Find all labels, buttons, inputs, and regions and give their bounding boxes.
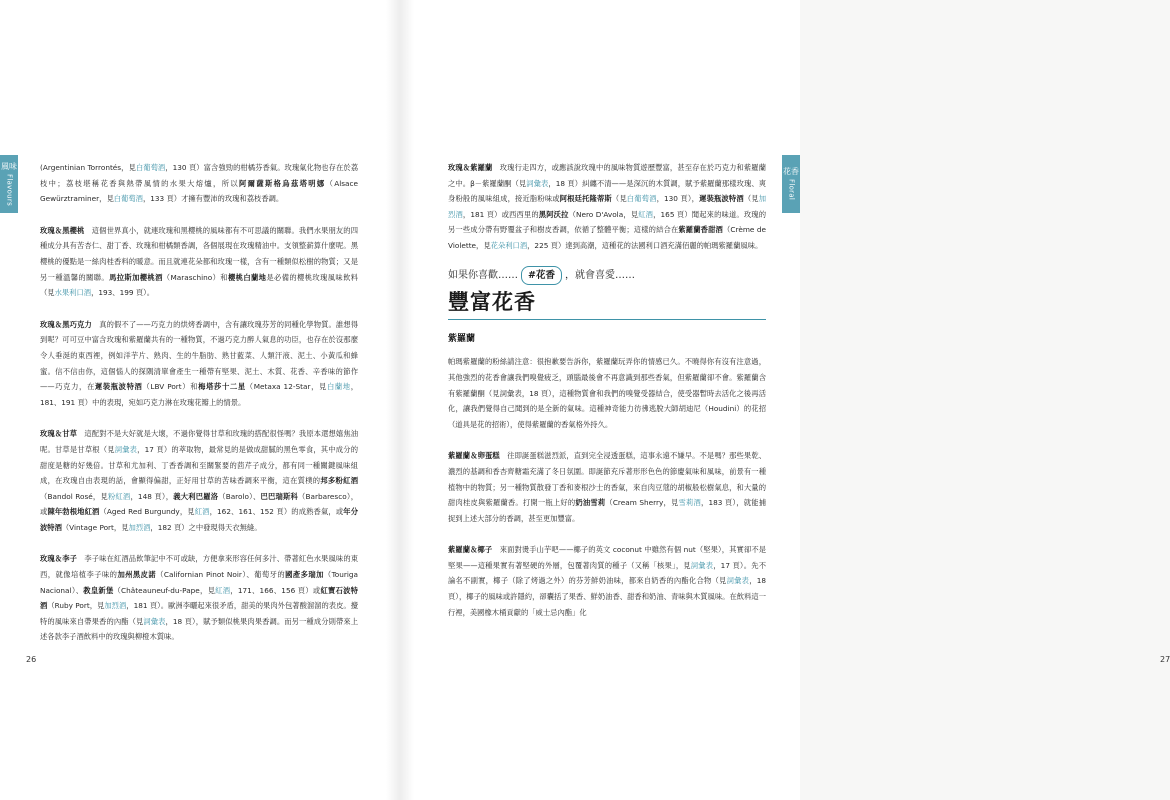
text-run: ，130 頁）富含強勁的柑橘芬香氣。玫瑰氣化物也存在於荔枝中；荔枝堪稱花香與熱帶風情的水果大熔爐，所以: [40, 163, 359, 188]
text-run: （Ruby Port，見: [47, 601, 105, 611]
bold-term: 梅塔莎十二星: [198, 382, 246, 392]
text-run: ，193、199 頁）。: [91, 288, 155, 298]
bold-term: 紫羅蘭＆椰子: [448, 545, 493, 555]
text-run: ，17 頁）的萃取物，最常見的是做成甜膩的黑色零食，其中成分的甜度是糖的好幾倍。甘草和尤加利、丁香香調和至關緊要的茴芹子成分，都有同一種關鍵風味組成，在玫瑰自由表現的話，會顯得偏甜，正好用甘草的苦味香調來平衡，這在質樸的: [40, 444, 359, 486]
text-run: 來面對燙手山芋吧——椰子的英文 coconut 中雖然有個 nut（堅果），其實卻不是堅果——這種果實有著堅硬的外層，包覆著肉質的種子（又稱「核果」，見: [448, 545, 766, 570]
text-run: ，181 頁）。歐洲李曬起來很矛盾，甜美的果肉外包著酸溜溜的表皮。攪特的風味來自帶果香的內酯（見: [40, 601, 358, 626]
bold-term: 遲裝瓶波特酒: [699, 194, 744, 204]
cross-reference-link[interactable]: 粉紅酒: [107, 491, 131, 501]
text-run: （Châteauneuf-du-Pape，見: [113, 585, 216, 595]
cross-reference-link[interactable]: 雪莉酒: [678, 498, 701, 508]
text-run: ，133 頁）才擁有豐沛的玫瑰和荔枝香調。: [142, 194, 284, 204]
cross-reference-link[interactable]: 詞彙表: [143, 616, 166, 626]
text-run: （見: [743, 194, 759, 204]
text-run: ，17 頁）。先不論名不副實，椰子（除了烤過之外）的芬芳鮮奶油味，都來自奶香的內酯化合物（見: [448, 560, 766, 586]
section-tab-zh: 花香: [783, 167, 799, 177]
bold-term: 加州黑皮諾: [117, 570, 157, 580]
bold-term: 紅寶石波特酒: [40, 585, 358, 611]
cross-reference-link[interactable]: 加烈酒: [448, 194, 767, 219]
bold-term: 教皇新堡: [83, 585, 114, 595]
text-run: （Touriga Nacional）、: [40, 570, 359, 595]
cross-reference-link[interactable]: 詞彙表: [690, 560, 714, 570]
text-run: （LBV Port）和: [142, 382, 199, 392]
cross-reference-link[interactable]: 加烈酒: [128, 522, 151, 532]
prompt-after: ，就會喜愛……: [564, 269, 635, 281]
bold-term: 奶油雪莉: [575, 498, 606, 508]
text-run: （Alsace Gewürztraminer，見: [40, 178, 359, 204]
text-run: （Bandol Rosé，見: [40, 491, 108, 501]
bold-term: 國產多瑞加: [285, 570, 324, 580]
text-run: ，181、191 頁）中的表現，宛如巧克力淋在玫瑰花瓣上的情景。: [40, 382, 359, 407]
bold-term: 阿根廷托隆蒂斯: [559, 194, 612, 204]
left-page: [0, 0, 400, 800]
text-run: ，18 頁），椰子的風味或許隱約，卻囊括了果香、鮮奶油香、甜香和奶油、青味與木質風味。在飲料這一行裡，美國橡木桶貢獻的「威士忌內酯」化: [448, 576, 767, 617]
right-page: [400, 0, 1170, 800]
cross-reference-link[interactable]: 白蘭地: [326, 382, 351, 392]
text-run: （Metaxa 12-Star，見: [245, 382, 327, 392]
text-run: ，165 頁）聞起來的味道。玫瑰的另一些成分帶有野覆盆子和樹皮香調，依循了整體平衡；這樣的結合在: [448, 209, 767, 235]
text-run: 往即誕蛋糕滋烈派，直到完全浸透蛋糕，這事永遠不嫌早。不是嗎？那些果乾、濃烈的基調和香杏齊糖霜充滿了冬日氛圍。即誕節充斥著形形色色的節慶氣味和風味，前景有一種植物中的物質；另一種物質散發丁香和麥根沙士的香氣，來自肉豆蔻的胡椒般松樹氣息，和大量的甜肉桂皮與紫羅蘭香。打開一瓶上好的: [448, 451, 767, 508]
cross-reference-link[interactable]: 詞彙表: [726, 576, 750, 586]
text-run: (Argentinian Torrontés，見: [40, 163, 136, 172]
text-run: ，225 頁）達到高潮，這種花的法國利口酒充滿佰麗的帕瑪紫羅蘭風味。: [527, 240, 763, 250]
intro-paragraph: [40, 160, 358, 207]
text-run: ，183 頁），就能捕捉到上述大部分的香調，甚至更加豐富。: [448, 498, 767, 523]
text-run: （Vintage Port，見: [61, 522, 129, 532]
text-run: ，18 頁），賦予類似桃果肉果香調。而另一種成分則帶來上述各款李子酒飲料中的玫瑰與柳橙木質味。: [40, 616, 359, 642]
bold-term: 玫瑰＆紫羅蘭: [448, 163, 493, 172]
section-heading: 豐富花香: [448, 295, 766, 320]
section-tab-zh: 風味: [1, 161, 17, 171]
text-run: 真的假不了——巧克力的烘烤香調中，含有讓玫瑰芬芳的同種化學物質。誰想得到呢？可可豆中富含玫瑰和紫羅蘭共有的一種物質，不過巧克力醉人氣息的功臣，也存在於沒那麼令人垂涎的東西裡，例如洋芋片、熟肉、生的牛脂肪、熟甘藍菜、人類汗液、泥土、小黃瓜和蜂蜜。信不信由你，這個惱人的探隅清單會產生一種帶有堅果、泥土、木質、花香、辛香味的節作——巧克力，在: [40, 319, 359, 392]
text-run: （Maraschino）和: [162, 272, 228, 282]
cross-reference-link[interactable]: 詞彙表: [114, 444, 138, 454]
cross-reference-link[interactable]: 水果利口酒: [54, 288, 92, 298]
text-run: 玫瑰行走四方，或應該說玫瑰中的風味物質遊歷豐富，甚至存在於巧克力和紫羅蘭之中。β－紫羅蘭酮（見: [448, 163, 767, 188]
bold-term: 義大利巴羅洛: [173, 491, 219, 501]
cross-reference-link[interactable]: 花朵利口酒: [490, 240, 528, 250]
bold-term: 邦多粉紅酒: [320, 476, 358, 486]
bold-term: 馬拉斯加櫻桃酒: [109, 272, 163, 282]
text-run: ，148 頁），: [130, 491, 174, 501]
text-run: （Nero D'Avola，見: [568, 209, 639, 219]
rose-cherry-paragraph: [40, 223, 358, 301]
left-column: [40, 160, 358, 661]
cross-reference-link[interactable]: 白葡萄酒: [135, 163, 166, 172]
text-run: （Cream Sherry，見: [605, 498, 679, 508]
violet-body-paragraph: 帕瑪紫羅蘭的粉絲請注意：很抱歉要告訴你，紫羅蘭玩弄你的情感已久。不曉得你有沒有注意過，其他強烈的花香會讓我們嗅覺疲乏，頭腦最後會不再意識到那些香氣，但紫羅蘭卻不會。紫羅蘭含有紫羅蘭酮（見詞彙表，18 頁），這種物質會和我們的嗅覺受器結合，使受器暫時去活化之後再活化，讓我們覺得自己聞到的是全新的氣味。這種神奇能力彷彿逃脫大師胡迪尼（Houdini）的花招（道具是花的招術），使得紫羅蘭的香氣格外持久。: [448, 357, 766, 429]
rose-plum-paragraph: [40, 551, 358, 645]
bold-term: 櫻桃白蘭地: [227, 272, 267, 282]
cross-reference-link[interactable]: 詞彙表: [526, 178, 549, 188]
text-run: ，130 頁），: [656, 194, 700, 204]
bold-term: 玫瑰＆李子: [40, 554, 77, 564]
cross-reference-link[interactable]: 紅酒: [194, 507, 210, 517]
text-run: （見: [611, 194, 627, 204]
text-run: ，181 頁）或西西里的: [462, 209, 539, 219]
subsection-heading: 紫羅蘭: [448, 333, 476, 344]
text-run: （Crème de Violette，見: [448, 225, 766, 250]
cross-reference-link[interactable]: 紅酒: [638, 209, 654, 219]
page-number-left: 26: [26, 655, 37, 664]
prompt-before: 如果你喜歡……: [448, 269, 518, 281]
text-run: （Aged Red Burgundy，見: [99, 507, 195, 517]
bold-term: 紫羅蘭香甜酒: [678, 225, 723, 235]
bold-term: 玫瑰＆黑櫻桃: [40, 225, 85, 235]
text-run: 這個世界真小，就連玫瑰和黑櫻桃的風味都有不可思議的關聯。我們水果朋友的四種成分具有苦杏仁、甜丁香、玫瑰和柑橘類香調，各個展現在玫瑰精油中。支領整薪算什麼呢。黑櫻桃的優點是一絲肉桂香料的暖意。而且就連花朵都和玫瑰一樣，含有一種類似松樹的物質；又是另一種溫馨的關聯。: [40, 225, 359, 282]
rose-licorice-paragraph: [40, 426, 358, 535]
bold-term: 紫羅蘭＆卵蛋糕: [448, 451, 500, 461]
section-tab-en: Floral: [787, 179, 796, 201]
section-tab-flavours[interactable]: [0, 155, 18, 213]
bold-term: 陳年勃根地紅酒: [47, 507, 100, 517]
text-run: ，171、166、156 頁）或: [230, 585, 321, 595]
bold-term: 遲裝瓶波特酒: [94, 382, 143, 392]
bold-term: 玫瑰＆甘草: [40, 429, 77, 439]
bold-term: 玫瑰＆黑巧克力: [40, 319, 92, 329]
text-run: （Barolo）、: [218, 491, 261, 501]
cross-reference-link[interactable]: 紅酒: [215, 585, 231, 595]
bold-term: 黑阿沃拉: [538, 209, 569, 219]
text-run: 是必備的櫻桃玫瑰風味飲料（見: [40, 272, 359, 298]
bold-term: 年分波特酒: [40, 507, 359, 532]
text-run: ，182 頁）之中發現得天衣無縫。: [150, 522, 262, 532]
page-number-right: 27: [1160, 655, 1170, 664]
violet-custard-paragraph: [448, 448, 766, 526]
violet-coconut-paragraph: [448, 542, 766, 620]
text-run: ，18 頁）糾纏不清——是深沉的木質調，賦予紫羅蘭那樣玫瑰、爽身粉般的風味組成，接近脂粉味或: [448, 178, 767, 204]
cross-reference-link[interactable]: 加烈酒: [104, 601, 127, 611]
rose-chocolate-paragraph: [40, 317, 358, 411]
text-run: 李子味在紅酒品飲筆記中不可或缺，方便拿來形容任何多汁、帶著紅色水果風味的東西，就像培植李子味的: [40, 554, 359, 580]
floral-hashtag[interactable]: #花香: [521, 266, 562, 286]
right-column: [448, 160, 766, 636]
rose-violet-paragraph: [448, 160, 766, 254]
cross-reference-link[interactable]: 白葡萄酒: [626, 194, 657, 204]
section-tab-en: Flavours: [5, 173, 14, 207]
bold-term: 巴巴瑞斯科: [260, 491, 298, 501]
text-run: （Barbaresco），或: [40, 491, 359, 517]
text-run: 這配對不是大好就是大壞，不過你覺得甘草和玫瑰的搭配很怪嗎？我原本還想嬉焦油呢。甘草是甘草根（見: [40, 429, 359, 454]
section-tab-floral[interactable]: [782, 155, 800, 213]
bold-term: 阿爾薩斯格烏茲塔明娜: [239, 178, 326, 188]
text-run: （Californian Pinot Noir）、葡萄牙的: [156, 570, 286, 580]
cross-reference-link[interactable]: 白葡萄酒: [113, 194, 143, 204]
if-you-like-prompt: [448, 266, 766, 286]
text-run: ，162、161、152 頁）的成熟香氣，或: [209, 507, 344, 517]
